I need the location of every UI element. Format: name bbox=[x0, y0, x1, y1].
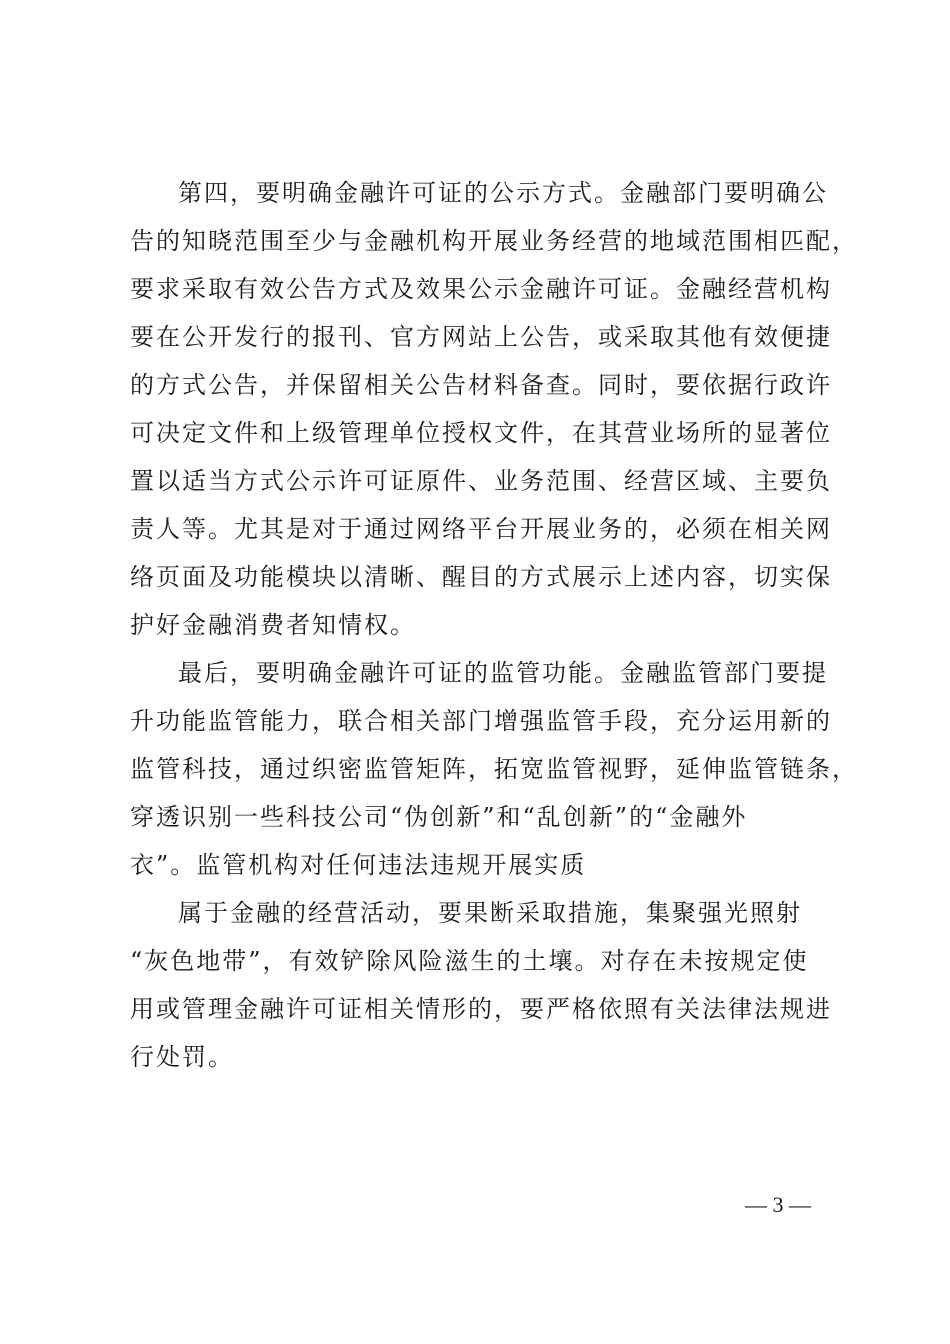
paragraph-3-line-2: “灰色地带”，有效铲除风险滋生的土壤。对存在未按规定使 bbox=[130, 947, 809, 975]
paragraph-2-line-4: 穿透识别一些科技公司“伪创新”和“乱创新”的“金融外 bbox=[130, 803, 748, 831]
paragraph-2-line-2: 升功能监管能力，联合相关部门增强监管手段，充分运用新的 bbox=[130, 707, 832, 735]
paragraph-1-line-1: 第四，要明确金融许可证的公示方式。金融部门要明确公 bbox=[178, 179, 828, 207]
paragraph-1-line-4: 要在公开发行的报刊、官方网站上公告，或采取其他有效便捷 bbox=[130, 323, 832, 351]
paragraph-2-line-1: 最后，要明确金融许可证的监管功能。金融监管部门要提 bbox=[178, 659, 828, 687]
paragraph-1-line-9: 络页面及功能模块以清晰、醒目的方式展示上述内容，切实保 bbox=[130, 563, 832, 591]
paragraph-2-line-3: 监管科技，通过织密监管矩阵，拓宽监管视野，延伸监管链条， bbox=[130, 755, 858, 783]
paragraph-1-line-7: 置以适当方式公示许可证原件、业务范围、经营区域、主要负 bbox=[130, 467, 832, 495]
paragraph-1-line-8: 责人等。尤其是对于通过网络平台开展业务的，必须在相关网 bbox=[130, 515, 832, 543]
paragraph-3-line-1: 属于金融的经营活动，要果断采取措施，集聚强光照射 bbox=[178, 899, 802, 927]
paragraph-1-line-6: 可决定文件和上级管理单位授权文件，在其营业场所的显著位 bbox=[130, 419, 832, 447]
paragraph-1-line-5: 的方式公告，并保留相关公告材料备查。同时，要依据行政许 bbox=[130, 371, 832, 399]
paragraph-1-line-3: 要求采取有效公告方式及效果公示金融许可证。金融经营机构 bbox=[130, 275, 832, 303]
paragraph-2-line-5: 衣”。监管机构对任何违法违规开展实质 bbox=[130, 851, 587, 879]
paragraph-1-line-10: 护好金融消费者知情权。 bbox=[130, 611, 416, 639]
paragraph-1-line-2: 告的知晓范围至少与金融机构开展业务经营的地域范围相匹配， bbox=[130, 227, 858, 255]
paragraph-3-line-3: 用或管理金融许可证相关情形的，要严格依照有关法律法规进 bbox=[130, 995, 832, 1023]
paragraph-3-line-4: 行处罚。 bbox=[130, 1043, 234, 1071]
page-number: — 3 — bbox=[745, 1192, 811, 1217]
